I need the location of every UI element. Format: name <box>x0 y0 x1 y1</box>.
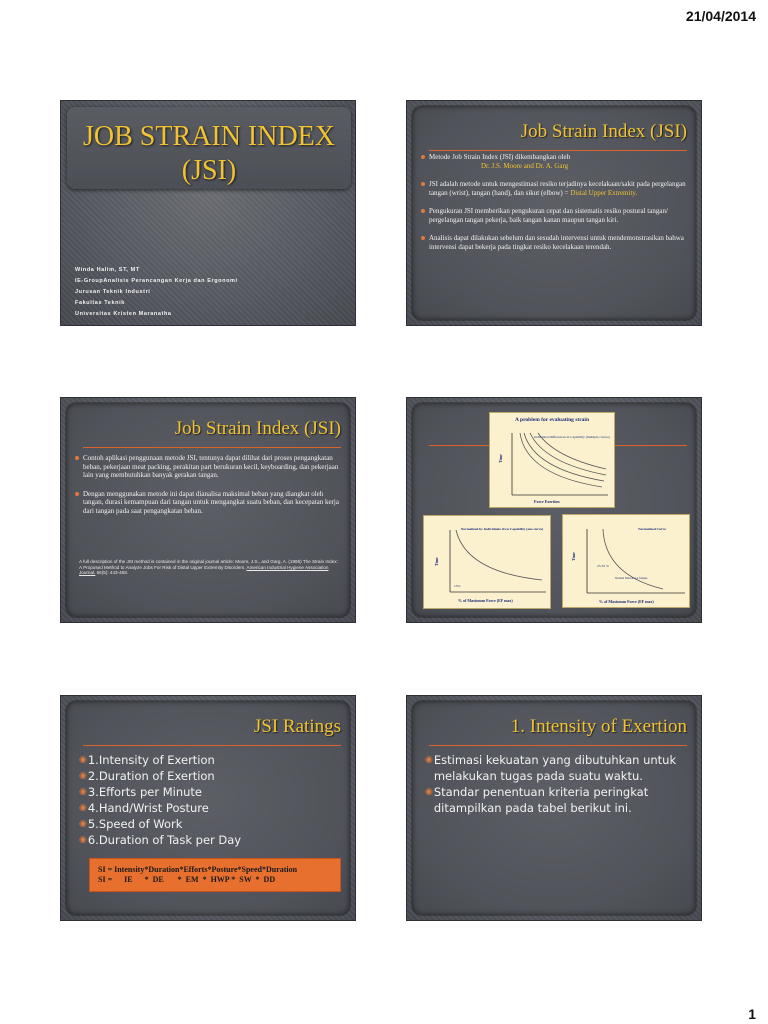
title-underline <box>429 150 687 151</box>
bullet-icon <box>75 456 79 460</box>
bullet-icon <box>75 492 79 496</box>
bullet-highlight: Dr. J.S. Moore and Dr. A. Garg <box>481 161 569 170</box>
y-axis-label: Time <box>434 557 439 566</box>
list-item <box>75 490 345 516</box>
y-axis-label: Time <box>571 552 576 561</box>
series-line <box>530 433 606 475</box>
slide-2-thumbnail <box>406 100 702 326</box>
title-underline <box>83 447 341 448</box>
reference-text: A full description of the JSI method is contained in the original journal article: Moore, J.S., and Garg, A. (1995) The Strain Index: A Proposed Method to Analyze Jobs For Risk of Distal Upper Extremity Disorders. <box>79 559 338 570</box>
chart-subtitle: Normalized by Individuals Own Capability (one curve) <box>460 527 544 531</box>
author-faculty: Fakultas Teknik <box>75 300 125 306</box>
title-box <box>67 107 351 189</box>
bullet-text: JSI adalah metode untuk mengestimasi resiko terjadinya kecelakaan/sakit pada pergelangan tangan (wrist), tangan (hand), dan sikut (elbow) = <box>429 180 686 197</box>
list-item: ◉ 4.Hand/Wrist Posture <box>79 801 209 815</box>
list-item: ◉ 6.Duration of Task per Day <box>79 833 242 847</box>
bullet-text: Pengukuran JSI memberikan pengukuran cepat dan sistematis resiko postural tangan/ pergelangan tangan pekerja, baik tangan kanan maupun tangan kiri. <box>429 207 668 224</box>
list-item <box>421 207 691 224</box>
list-item: ◉ 1.Intensity of Exertion <box>79 753 215 767</box>
bullet-icon <box>421 155 425 159</box>
bullet-highlight: Distal Upper Extremity. <box>570 188 638 197</box>
chart-plot <box>424 516 552 610</box>
chart-subtitle: Individual Differences in Capability (multiple curves) <box>534 435 610 439</box>
chart-plot <box>490 413 616 509</box>
chart-subtitle: Normalized Curve <box>638 527 666 531</box>
bullet-icon: ◉ <box>79 819 87 829</box>
list-item <box>421 234 691 251</box>
series-line <box>456 530 542 580</box>
series-line <box>520 433 602 487</box>
reference-note <box>79 559 339 576</box>
x-axis-label: % of Maximum Force (EF max) <box>599 599 654 604</box>
chart-normalized-individual <box>423 515 551 609</box>
bullet-list <box>421 153 691 261</box>
bullet-text: Contoh aplikasi penggunaan metode JSI, tentunya dapat dilihat dari proses pengangkatan beban, pekerjaan meat packing, perakitan part berukuran kecil, keyboarding, dan pekerjaan lain yang membutuhkan banyak gerakan tangan. <box>83 454 339 479</box>
list-item <box>421 180 691 197</box>
bullet-icon: ◉ <box>425 787 433 797</box>
ratings-list <box>79 752 241 848</box>
list-item: ◉ 2.Duration of Exertion <box>79 769 215 783</box>
x-axis-label: Force Exertion <box>534 499 560 504</box>
bullet-list <box>425 752 695 816</box>
slide-title: JSI Ratings <box>253 716 341 737</box>
title-underline <box>83 745 341 746</box>
title-underline <box>429 745 687 746</box>
slide-title: 1. Intensity of Exertion <box>510 716 687 737</box>
author-group: IE-GroupAnalisis Perancangan Kerja dan Ergonomi <box>75 278 238 284</box>
reference-pages: 56(5): 443-458. <box>96 570 129 575</box>
list-item <box>421 153 691 170</box>
slide-title: Job Strain Index (JSI) <box>520 121 687 142</box>
formula-line: SI = IE * DE * EM * HWP * SW * DD <box>98 875 276 884</box>
reference-journal-link[interactable]: American Industrial Hygiene Association Journal, <box>79 564 329 575</box>
author-name: Winda Halim, ST, MT <box>75 267 140 273</box>
slide-3-thumbnail <box>60 397 356 623</box>
chart-plot <box>563 515 691 609</box>
bullet-list <box>75 454 345 525</box>
bullet-icon: ◉ <box>79 835 87 845</box>
list-item: ◉ Estimasi kekuatan yang dibutuhkan untuk melakukan tugas pada suatu waktu. <box>425 753 677 783</box>
slide-4-thumbnail <box>406 397 702 623</box>
annotation: 25-35 % <box>597 564 609 568</box>
chart-title: A problem for evaluating strain <box>514 417 590 423</box>
slide-1-thumbnail <box>60 100 356 326</box>
series-line <box>524 433 604 481</box>
bullet-icon <box>421 209 425 213</box>
slide-title: Job Strain Index (JSI) <box>174 418 341 439</box>
bullet-icon: ◉ <box>79 755 87 765</box>
bullet-text: Dengan menggunakan metode ini dapat dianalisa maksimal beban yang diangkat oleh tangan, durasi kemampuan dari tangan untuk mengangkat suatu beban, dan kecepatan kerja dari tangan pada saat pengangkatan beban. <box>83 489 339 515</box>
page-date: 21/04/2014 <box>685 8 756 24</box>
list-item: ◉ 3.Efforts per Minute <box>79 785 202 799</box>
list-item <box>75 454 345 480</box>
series-line <box>603 529 663 589</box>
slide-main-title-line2: (JSI) <box>181 155 237 186</box>
series-line <box>538 433 606 469</box>
bullet-icon <box>421 236 425 240</box>
slide-6-thumbnail <box>406 695 702 921</box>
page-number: 1 <box>748 1006 756 1022</box>
bullet-text: Analisis dapat dilakukan sebelum dan sesudah intervensi untuk mendemonstrasikan bahwa intervensi dapat bekerja pada tingkat resiko kecelakaan terendah. <box>429 234 684 251</box>
list-item: ◉ Standar penentuan kriteria peringkat ditampilkan pada tabel berikut ini. <box>425 785 649 815</box>
slide-5-thumbnail <box>60 695 356 921</box>
chart-normalized-curve <box>562 514 690 608</box>
x-axis-label: % of Maximum Force (EF max) <box>458 598 513 603</box>
chart-multiple-curves <box>489 412 615 508</box>
bullet-icon: ◉ <box>79 803 87 813</box>
bullet-icon <box>421 182 425 186</box>
y-axis-label: Time <box>498 454 503 463</box>
formula-line: SI = Intensity*Duration*Efforts*Posture*Speed*Duration <box>98 865 298 874</box>
bullet-text: Metode Job Strain Index (JSI) dikembangkan oleh <box>429 153 571 161</box>
bullet-icon: ◉ <box>425 755 433 765</box>
author-block <box>75 265 238 320</box>
slide-main-title: JOB STRAIN INDEX <box>83 121 335 152</box>
author-department: Jurusan Teknik Industri <box>75 289 151 295</box>
formula-box <box>89 858 341 892</box>
author-university: Universitas Kristen Maranatha <box>75 311 172 317</box>
list-item: ◉ 5.Speed of Work <box>79 817 183 831</box>
annotation: 15% <box>454 584 461 588</box>
bullet-icon: ◉ <box>79 771 87 781</box>
bullet-icon: ◉ <box>79 787 87 797</box>
annotation: Normal Muscle not fatigue <box>615 576 648 580</box>
